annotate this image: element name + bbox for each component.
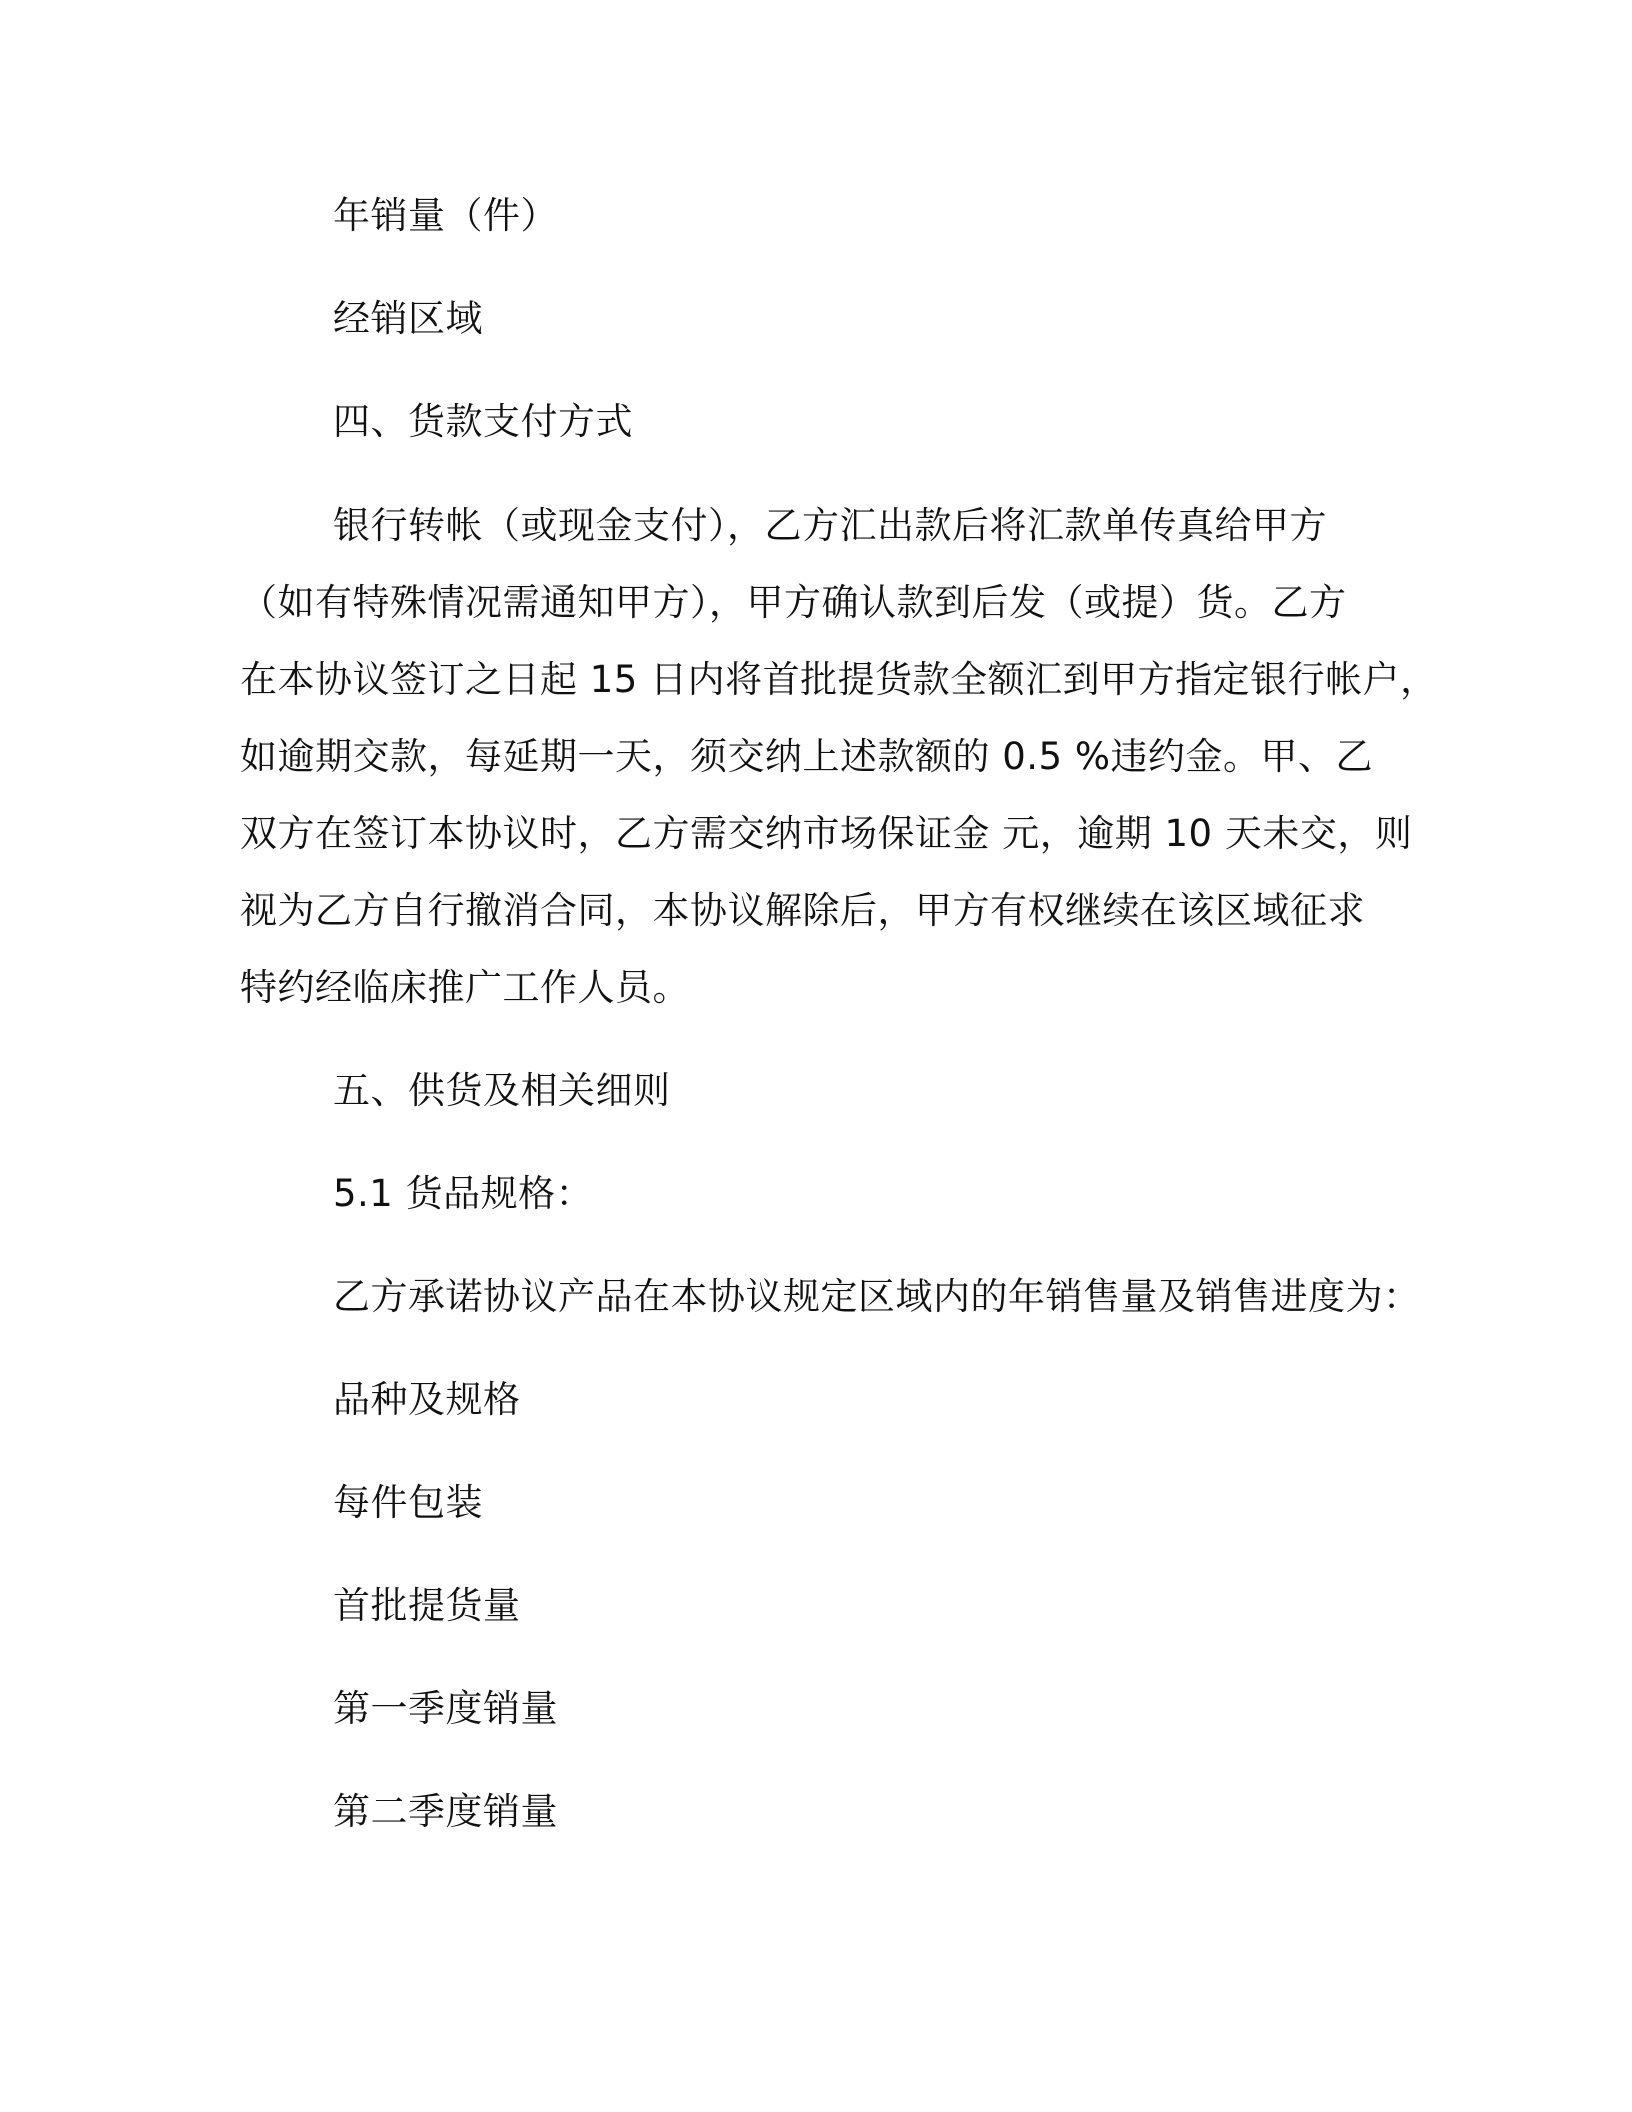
paragraph-line: 在本协议签订之日起 15 日内将首批提货款全额汇到甲方指定银行帐户， [240,658,1438,701]
text-line: 第一季度销量 [333,1687,558,1730]
text-line: 第二季度销量 [333,1790,558,1833]
text-line: 每件包装 [333,1481,483,1524]
text-line: 经销区域 [333,297,483,340]
paragraph-line: （如有特殊情况需通知甲方），甲方确认款到后发（或提）货。乙方 [240,581,1347,624]
text-line: 品种及规格 [333,1378,521,1421]
section-heading: 五、供货及相关细则 [333,1069,671,1112]
text-line: 年销量（件） [333,194,558,237]
section-heading: 四、货款支付方式 [333,400,633,443]
paragraph-line: 双方在签订本协议时，乙方需交纳市场保证金 元，逾期 10 天未交，则 [240,812,1413,855]
paragraph-line: 视为乙方自行撤消合同，本协议解除后，甲方有权继续在该区域征求 [240,889,1365,932]
text-line: 乙方承诺协议产品在本协议规定区域内的年销售量及销售进度为： [333,1275,1421,1318]
paragraph-line: 如逾期交款，每延期一天，须交纳上述款额的 0.5 %违约金。甲、乙 [240,735,1374,778]
paragraph-line: 特约经临床推广工作人员。 [240,966,690,1009]
text-line: 首批提货量 [333,1584,521,1627]
paragraph-line: 银行转帐（或现金支付），乙方汇出款后将汇款单传真给甲方 [333,504,1327,547]
subsection-heading: 5.1 货品规格： [333,1172,594,1215]
